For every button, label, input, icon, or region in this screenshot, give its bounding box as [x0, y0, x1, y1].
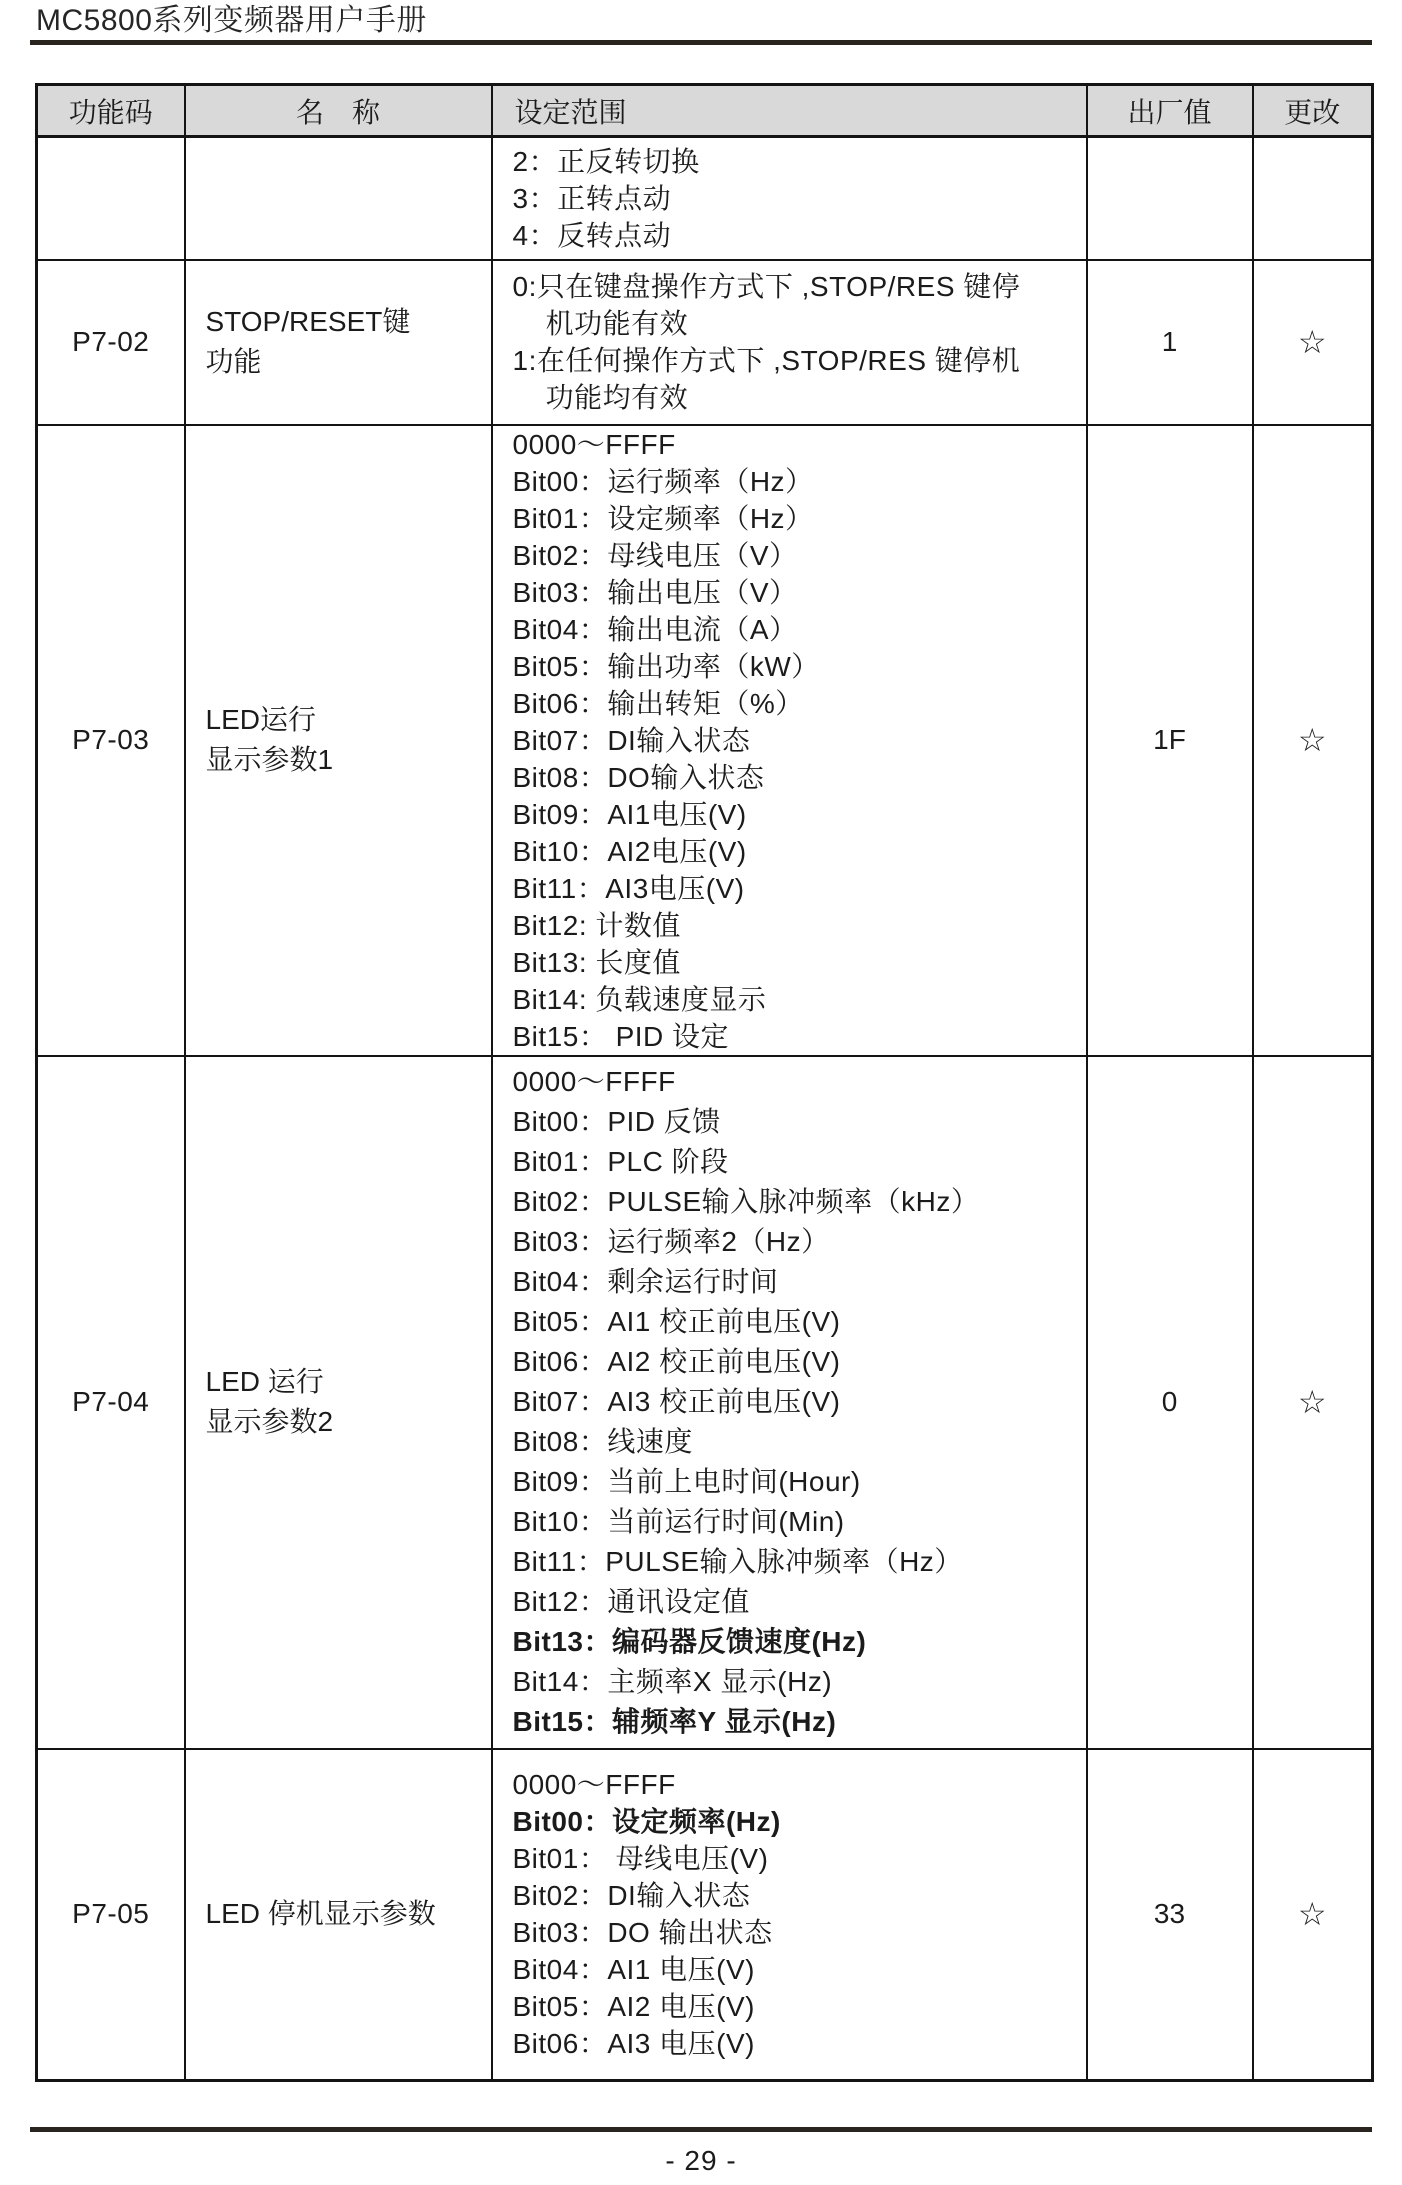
range-line: Bit06：AI3 电压(V): [512, 2028, 755, 2060]
range-line: Bit00：设定频率(Hz): [512, 1806, 781, 1838]
function-code-cell: P7-04: [37, 1056, 185, 1749]
column-header-change: 更改: [1253, 85, 1373, 137]
range-line: Bit02：DI输入状态: [512, 1880, 751, 1912]
range-line: Bit06：AI2 校正前电压(V): [512, 1346, 841, 1377]
range-line: Bit04：剩余运行时间: [512, 1266, 779, 1297]
table-row-p7-04: [37, 1056, 1373, 1749]
name-cell: [185, 137, 492, 260]
range-line: Bit06：输出转矩（%）: [512, 687, 804, 719]
document-title: MC5800系列变频器用户手册: [36, 4, 427, 37]
range-line: Bit03：输出电压（V）: [512, 576, 798, 608]
change-cell: [1253, 260, 1373, 425]
name-line: 显示参数1: [205, 744, 334, 775]
range-line: Bit13: 长度值: [512, 946, 681, 978]
name-cell: [185, 1749, 492, 2081]
star-icon: ☆: [1297, 1384, 1327, 1420]
range-line: Bit13：编码器反馈速度(Hz): [512, 1626, 867, 1657]
range-line: Bit01：PLC 阶段: [512, 1146, 729, 1177]
name-line: 功能: [205, 346, 262, 377]
range-line: Bit15：辅频率Y 显示(Hz): [512, 1706, 837, 1737]
function-code-cell: P7-05: [37, 1749, 185, 2081]
range-line: Bit02：PULSE输入脉冲频率（kHz）: [512, 1186, 980, 1217]
range-line: 3：正转点动: [512, 182, 672, 214]
table-header-row: [37, 85, 1373, 137]
range-line: Bit14: 负载速度显示: [512, 983, 767, 1015]
range-line: 机功能有效: [512, 308, 689, 339]
range-line: Bit07：DI输入状态: [512, 724, 751, 756]
range-line: 0000～FFFF: [512, 1769, 676, 1801]
page-number: - 29 -: [665, 2145, 737, 2176]
document-footer: [30, 2127, 1372, 2177]
range-line: Bit09：当前上电时间(Hour): [512, 1466, 861, 1497]
setting-range-cell: [492, 425, 1087, 1056]
range-line: Bit05：输出功率（kW）: [512, 650, 820, 682]
name-line: LED 停机显示参数: [205, 1898, 436, 1930]
setting-range-cell: [492, 1056, 1087, 1749]
range-line: Bit05：AI1 校正前电压(V): [512, 1306, 841, 1337]
range-line: 功能均有效: [512, 382, 689, 413]
range-line: 2：正反转切换: [512, 145, 700, 177]
range-line: 4：反转点动: [512, 219, 672, 251]
range-line: Bit01： 母线电压(V): [512, 1843, 769, 1875]
range-line: Bit11：PULSE输入脉冲频率（Hz）: [512, 1546, 963, 1577]
setting-range-cell: [492, 260, 1087, 425]
range-line: Bit04：AI1 电压(V): [512, 1954, 755, 1986]
range-line: Bit08：DO输入状态: [512, 761, 765, 793]
function-code-cell: P7-03: [37, 425, 185, 1056]
column-header-function-code: 功能码: [37, 85, 185, 137]
change-cell: [1253, 1056, 1373, 1749]
range-line: Bit04：输出电流（A）: [512, 613, 798, 645]
parameter-table: [35, 83, 1374, 2082]
range-line: Bit00：PID 反馈: [512, 1106, 721, 1137]
factory-default-cell: 1: [1087, 260, 1253, 425]
change-cell: [1253, 137, 1373, 260]
document-header: [30, 0, 1372, 45]
factory-default-cell: [1087, 137, 1253, 260]
range-line: Bit09：AI1电压(V): [512, 798, 747, 830]
range-line: Bit10：AI2电压(V): [512, 835, 747, 867]
column-header-setting-range: 设定范围: [492, 85, 1087, 137]
range-line: Bit03：运行频率2（Hz）: [512, 1226, 830, 1257]
name-cell: [185, 1056, 492, 1749]
change-cell: [1253, 425, 1373, 1056]
range-line: Bit00：运行频率（Hz）: [512, 465, 814, 497]
range-line: 0:只在键盘操作方式下 ,STOP/RES 键停: [512, 271, 1021, 302]
range-line: Bit03：DO 输出状态: [512, 1917, 773, 1949]
range-line: Bit10：当前运行时间(Min): [512, 1506, 845, 1537]
range-line: Bit05：AI2 电压(V): [512, 1991, 755, 2023]
name-cell: [185, 425, 492, 1056]
range-line: Bit08：线速度: [512, 1426, 693, 1457]
factory-default-cell: 0: [1087, 1056, 1253, 1749]
star-icon: ☆: [1297, 1896, 1327, 1933]
range-line: 0000～FFFF: [512, 1066, 676, 1097]
range-line: Bit07：AI3 校正前电压(V): [512, 1386, 841, 1417]
range-line: Bit12: 计数值: [512, 909, 681, 941]
column-header-name: 名 称: [185, 85, 492, 137]
table-row-p7-05: [37, 1749, 1373, 2081]
name-line: STOP/RESET键: [205, 306, 411, 337]
star-icon: ☆: [1297, 324, 1327, 360]
range-line: 0000～FFFF: [512, 428, 676, 460]
star-icon: ☆: [1297, 722, 1327, 758]
table-row-continuation: [37, 137, 1373, 260]
name-cell: [185, 260, 492, 425]
table-row-p7-02: [37, 260, 1373, 425]
range-line: 1:在任何操作方式下 ,STOP/RES 键停机: [512, 345, 1021, 376]
range-line: Bit11：AI3电压(V): [512, 872, 745, 904]
range-line: Bit15： PID 设定: [512, 1020, 730, 1052]
table-row-p7-03: [37, 425, 1373, 1056]
factory-default-cell: 33: [1087, 1749, 1253, 2081]
function-code-cell: [37, 137, 185, 260]
range-line: Bit14：主频率X 显示(Hz): [512, 1666, 833, 1697]
setting-range-cell: [492, 1749, 1087, 2081]
name-line: 显示参数2: [205, 1406, 334, 1437]
range-line: Bit01：设定频率（Hz）: [512, 502, 814, 534]
setting-range-cell: [492, 137, 1087, 260]
change-cell: [1253, 1749, 1373, 2081]
column-header-factory-default: 出厂值: [1087, 85, 1253, 137]
range-line: Bit02：母线电压（V）: [512, 539, 798, 571]
factory-default-cell: 1F: [1087, 425, 1253, 1056]
name-line: LED 运行: [205, 1366, 324, 1397]
function-code-cell: P7-02: [37, 260, 185, 425]
name-line: LED运行: [205, 704, 316, 735]
range-line: Bit12：通讯设定值: [512, 1586, 750, 1617]
